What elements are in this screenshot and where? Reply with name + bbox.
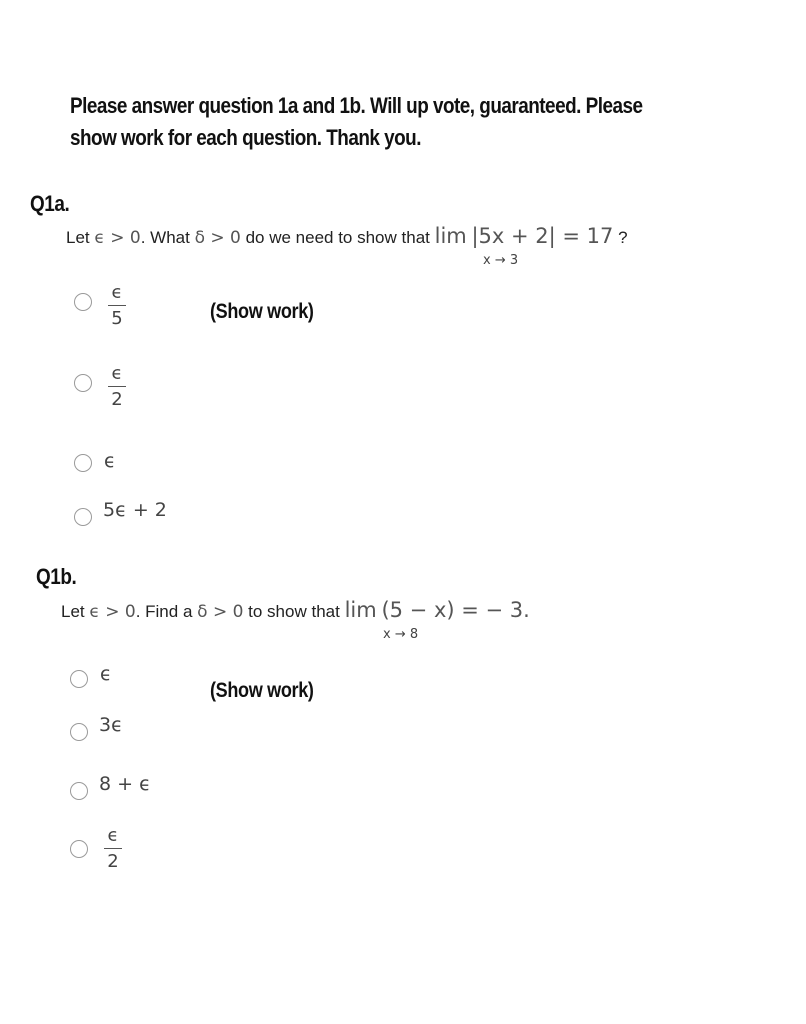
q1a-lim-subscript: x → 3 (483, 253, 519, 268)
fraction-bar (104, 848, 122, 849)
q1b-delta-condition: δ > 0 (197, 602, 244, 622)
q1b-lim-subscript: x → 8 (383, 627, 419, 642)
q1a-prompt (66, 224, 628, 248)
q1a-question-mark: ? (618, 228, 628, 247)
q1a-middle-text: do we need to show that (245, 228, 430, 247)
intro-line-1: Please answer question 1a and 1b. Will up vote, guaranteed. Please (70, 93, 643, 118)
q1a-what: . What (140, 228, 190, 247)
q1a-option-2[interactable] (74, 374, 92, 392)
q1a-show-work: (Show work) (210, 300, 314, 323)
q1b-option-3-text: 8 + ϵ (99, 773, 151, 795)
q1a-option-4-text: 5ϵ + 2 (103, 499, 167, 521)
q1b-option-1-radio[interactable] (70, 670, 88, 688)
q1b-lim: lim (344, 598, 377, 622)
q1a-option-1-numerator: ϵ (111, 282, 123, 303)
intro-heading (70, 90, 642, 154)
q1a-let: Let (66, 228, 90, 247)
q1b-option-2-radio[interactable] (70, 723, 88, 741)
q1a-expression: |5x + 2| = 17 (471, 224, 614, 248)
q1b-show-work: (Show work) (210, 679, 314, 702)
q1b-option-1-text: ϵ (100, 663, 112, 685)
q1a-option-2-fraction (108, 364, 126, 410)
q1b-middle-text: to show that (248, 602, 340, 621)
q1b-option-4-denominator: 2 (107, 851, 119, 872)
q1a-option-3[interactable] (74, 454, 92, 472)
q1b-option-1[interactable] (70, 670, 88, 688)
q1b-option-2-text: 3ϵ (99, 714, 123, 736)
q1a-option-3-radio[interactable] (74, 454, 92, 472)
q1b-find: . Find a (135, 602, 193, 621)
q1a-option-1[interactable] (74, 293, 92, 311)
q1a-option-1-fraction (108, 283, 126, 329)
q1b-prompt (61, 598, 530, 622)
q1b-expression: (5 − x) = − 3. (381, 598, 530, 622)
q1a-delta-condition: δ > 0 (194, 228, 241, 248)
fraction-bar (108, 386, 126, 387)
q1b-label: Q1b. (36, 564, 77, 589)
q1b-option-4-fraction (104, 826, 122, 872)
q1a-option-4-radio[interactable] (74, 508, 92, 526)
q1a-option-2-radio[interactable] (74, 374, 92, 392)
q1a-label: Q1a. (30, 191, 70, 216)
q1b-option-4-numerator: ϵ (107, 825, 119, 846)
q1a-option-3-text: ϵ (104, 450, 116, 472)
q1a-option-2-denominator: 2 (111, 389, 123, 410)
q1a-option-2-numerator: ϵ (111, 363, 123, 384)
q1b-option-3[interactable] (70, 782, 88, 800)
q1a-option-1-denominator: 5 (111, 308, 123, 329)
q1b-option-4-radio[interactable] (70, 840, 88, 858)
q1a-option-1-radio[interactable] (74, 293, 92, 311)
q1b-option-2[interactable] (70, 723, 88, 741)
q1a-option-4[interactable] (74, 508, 92, 526)
intro-line-2: show work for each question. Thank you. (70, 125, 421, 150)
q1b-let: Let (61, 602, 85, 621)
q1b-epsilon-condition: ϵ > 0 (89, 602, 136, 622)
q1a-lim: lim (434, 224, 467, 248)
fraction-bar (108, 305, 126, 306)
q1b-option-4[interactable] (70, 840, 88, 858)
q1a-epsilon-condition: ϵ > 0 (94, 228, 141, 248)
q1b-option-3-radio[interactable] (70, 782, 88, 800)
